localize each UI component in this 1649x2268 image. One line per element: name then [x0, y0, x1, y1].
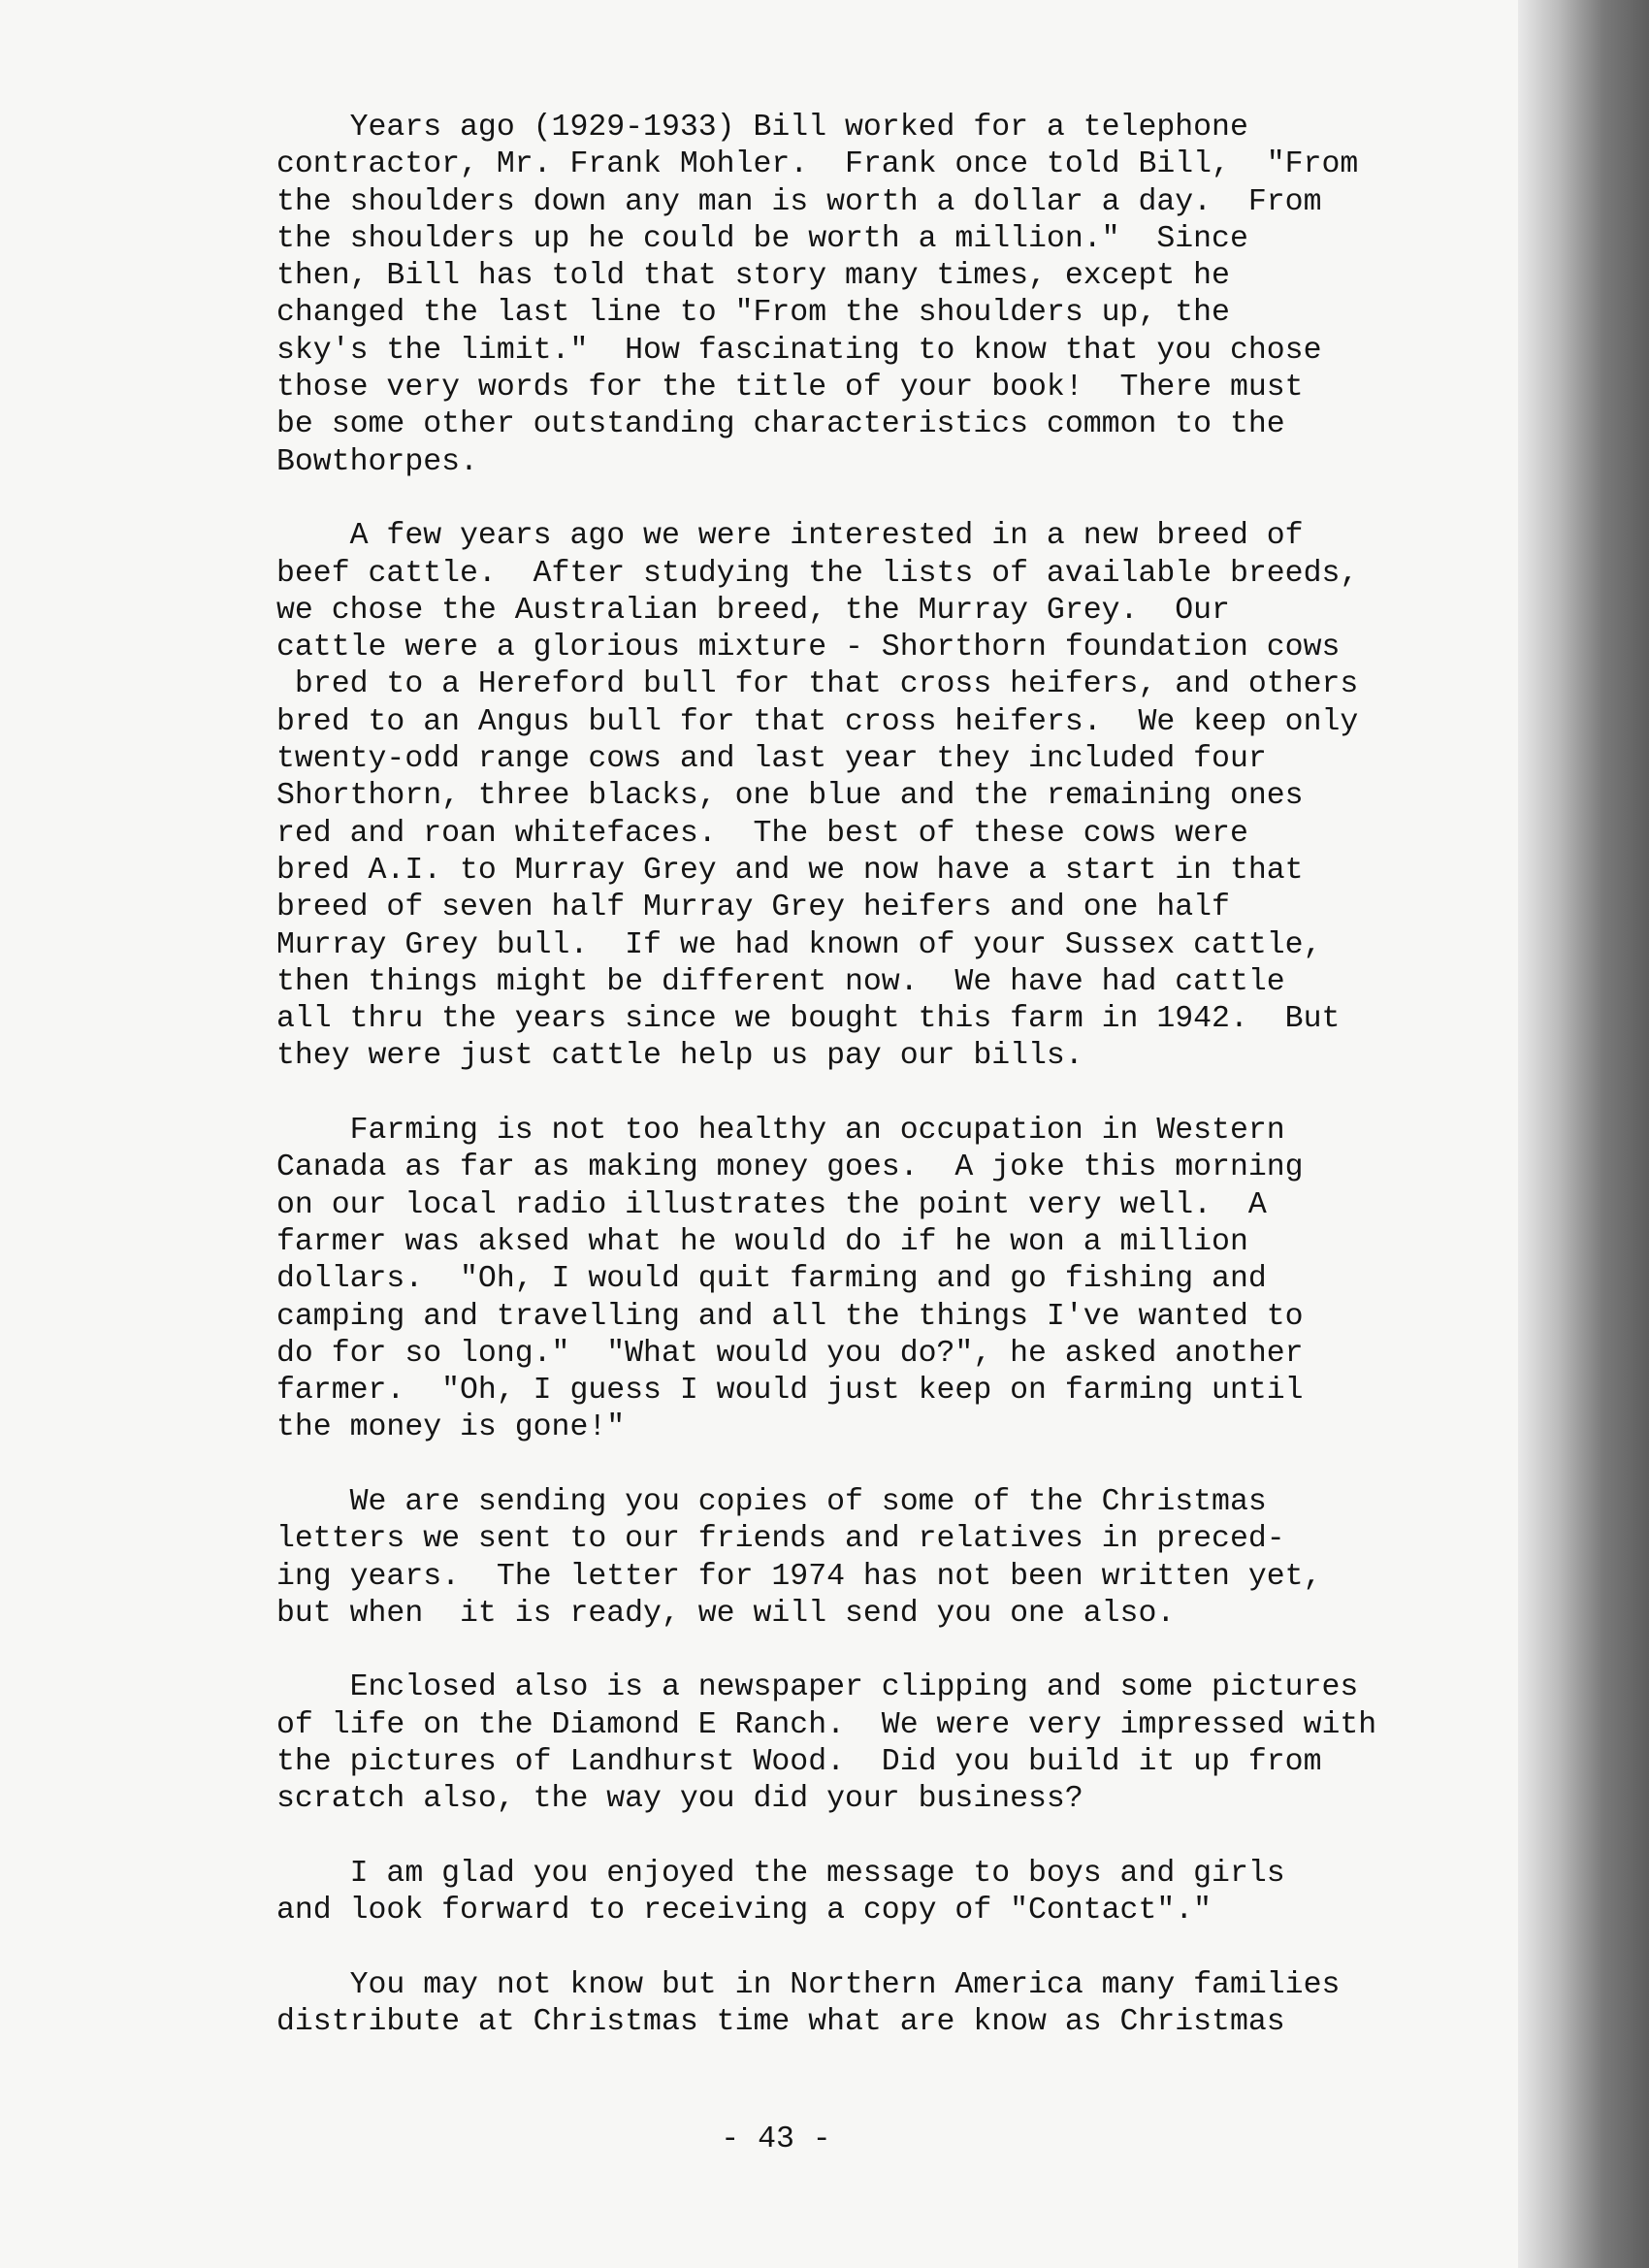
text-line: Murray Grey bull. If we had known of your Sussex cattle, [276, 927, 1322, 962]
text-line: A few years ago we were interested in a new breed of [276, 519, 1304, 554]
text-line: farmer. "Oh, I guess I would just keep on farming until [276, 1374, 1304, 1409]
text-line: do for so long." "What would you do?", he asked another [276, 1336, 1304, 1371]
text-line: the pictures of Landhurst Wood. Did you build it up from [276, 1745, 1322, 1780]
text-line: changed the last line to "From the shoulders up, the [276, 296, 1230, 331]
text-line: We are sending you copies of some of the Christmas [276, 1484, 1267, 1519]
text-line: then, Bill has told that story many times, except he [276, 259, 1230, 294]
paragraph-beef-cattle [276, 518, 1479, 1075]
text-line: be some other outstanding characteristics common to the [276, 407, 1285, 442]
text-line: bred A.I. to Murray Grey and we now have a start in that [276, 853, 1304, 888]
text-line: they were just cattle help us pay our bills. [276, 1039, 1083, 1074]
text-line: You may not know but in Northern America many families [276, 1967, 1341, 2002]
text-line: farmer was aksed what he would do if he won a million [276, 1224, 1248, 1259]
paragraph-christmas-custom [276, 1967, 1479, 2042]
text-line: cattle were a glorious mixture - Shorthorn foundation cows [276, 631, 1341, 665]
text-line: Years ago (1929-1933) Bill worked for a telephone [276, 111, 1248, 145]
text-line: Enclosed also is a newspaper clipping and some pictures [276, 1670, 1359, 1705]
text-line: Canada as far as making money goes. A joke this morning [276, 1150, 1304, 1185]
text-line: dollars. "Oh, I would quit farming and go fishing and [276, 1262, 1267, 1297]
text-line: letters we sent to our friends and relatives in preced- [276, 1522, 1285, 1557]
text-line: bred to a Hereford bull for that cross heifers, and others [276, 667, 1359, 702]
text-line: sky's the limit." How fascinating to know that you chose [276, 333, 1322, 368]
text-line: then things might be different now. We have had cattle [276, 964, 1285, 999]
text-line: Shorthorn, three blacks, one blue and the remaining ones [276, 779, 1304, 814]
text-line: of life on the Diamond E Ranch. We were very impressed with [276, 1707, 1377, 1742]
text-line: we chose the Australian breed, the Murray Grey. Our [276, 593, 1230, 628]
paragraph-newspaper-clipping [276, 1669, 1479, 1818]
text-line: on our local radio illustrates the point very well. A [276, 1187, 1267, 1222]
text-line: distribute at Christmas time what are know as Christmas [276, 2005, 1285, 2040]
text-line: all thru the years since we bought this farm in 1942. But [276, 1002, 1341, 1037]
paragraph-christmas-letters [276, 1484, 1479, 1633]
text-line: contractor, Mr. Frank Mohler. Frank once told Bill, "From [276, 147, 1359, 182]
text-line: twenty-odd range cows and last year they included four [276, 742, 1267, 777]
page-number: - 43 - [721, 2122, 831, 2156]
text-line: breed of seven half Murray Grey heifers and one half [276, 891, 1230, 925]
text-line: Bowthorpes. [276, 444, 478, 479]
text-line: those very words for the title of your book! There must [276, 371, 1304, 405]
text-line: the shoulders up he could be worth a million." Since [276, 221, 1248, 256]
text-line: scratch also, the way you did your business? [276, 1782, 1083, 1817]
text-line: and look forward to receiving a copy of "Contact"." [276, 1894, 1212, 1928]
paragraph-contact-message [276, 1856, 1479, 1930]
paragraph-farming-joke [276, 1113, 1479, 1447]
text-line: Farming is not too healthy an occupation in Western [276, 1114, 1285, 1149]
letter-body [276, 110, 1479, 2079]
text-line: ing years. The letter for 1974 has not been written yet, [276, 1559, 1322, 1594]
text-line: the shoulders down any man is worth a dollar a day. From [276, 184, 1322, 219]
text-line: I am glad you enjoyed the message to boys and girls [276, 1856, 1285, 1891]
text-line: bred to an Angus bull for that cross heifers. We keep only [276, 704, 1359, 739]
text-line: the money is gone!" [276, 1410, 626, 1445]
text-line: camping and travelling and all the things I've wanted to [276, 1299, 1304, 1334]
text-line: beef cattle. After studying the lists of available breeds, [276, 556, 1359, 591]
text-line: red and roan whitefaces. The best of these cows were [276, 816, 1248, 851]
paragraph-telephone-contractor [276, 110, 1479, 481]
binding-shadow [1518, 0, 1649, 2268]
text-line: but when it is ready, we will send you one also. [276, 1596, 1176, 1631]
